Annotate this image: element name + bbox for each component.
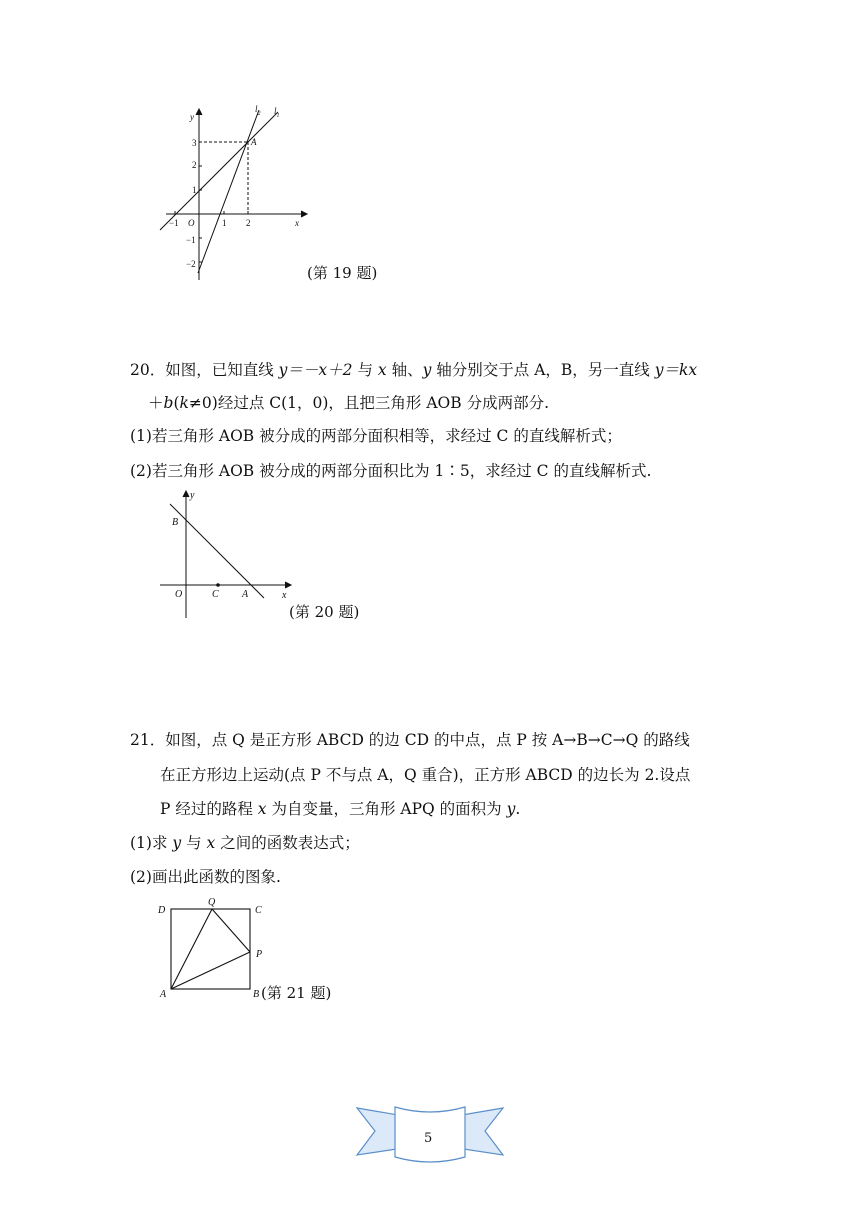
q21-number: 21． [130, 731, 166, 749]
figure-19 [150, 100, 320, 280]
origin-label: O [175, 589, 183, 600]
q21-stem-line3: P 经过的路程 x 为自变量，三角形 APQ 的面积为 y. [160, 800, 521, 818]
point-c [216, 583, 220, 587]
y-tick-label: 1 [192, 185, 197, 195]
point-a-label: A [160, 989, 167, 1000]
point-p-label: P [256, 949, 263, 960]
line-l2-label: $l_2$ [255, 104, 261, 117]
x-tick-label: −1 [169, 218, 179, 228]
y-axis-label: y [190, 490, 195, 501]
q20-number: 20． [130, 361, 166, 379]
x-tick-label: 1 [222, 218, 227, 228]
q20-part1: (1)若三角形 AOB 被分成的两部分面积相等，求经过 C 的直线解析式； [130, 427, 622, 445]
point-c-label: C [212, 589, 219, 600]
line-l2 [198, 110, 259, 273]
y-tick-label: −1 [186, 235, 196, 245]
figure-19-caption: (第 19 题) [307, 264, 378, 282]
y-axis-label: y [190, 112, 194, 122]
line-l1-label: $l_1$ [274, 106, 280, 119]
point-a-label: A [242, 589, 249, 600]
point-q-label: Q [208, 897, 216, 908]
q21-stem-line2: 在正方形边上运动(点 P 不与点 A，Q 重合)，正方形 ABCD 的边长为 2.设点 [160, 766, 691, 784]
figure-20 [155, 488, 300, 623]
origin-label: O [188, 218, 195, 228]
q20-stem-line2: ＋b(k≠0)经过点 C(1，0)，且把三角形 AOB 分成两部分. [148, 394, 549, 412]
segment-ap [171, 952, 250, 989]
q20-part2: (2)若三角形 AOB 被分成的两部分面积比为 1∶5，求经过 C 的直线解析式. [130, 462, 652, 480]
q21-stem-line1: 21．如图，点 Q 是正方形 ABCD 的边 CD 的中点，点 P 按 A→B→C→Q 的路线 [130, 731, 690, 749]
y-tick-label: 2 [192, 160, 197, 170]
y-axis-arrow [196, 109, 202, 115]
square-abcd [171, 909, 250, 989]
point-c-label: C [255, 905, 262, 916]
q21-part1: (1)求 y 与 x 之间的函数表达式； [130, 834, 360, 852]
q21-part2: (2)画出此函数的图象. [130, 868, 281, 886]
x-axis-label: x [282, 590, 287, 601]
point-b-label: B [253, 989, 260, 1000]
segment-qp [212, 909, 250, 952]
figure-21-caption: (第 21 题) [261, 984, 332, 1002]
x-tick-label: 2 [246, 218, 251, 228]
point-d-label: D [158, 905, 166, 916]
y-tick-label: −2 [186, 259, 196, 269]
figure-20-caption: (第 20 题) [289, 603, 360, 621]
y-tick-label: 3 [192, 138, 197, 148]
line-l1 [160, 112, 278, 230]
figure-21 [155, 895, 270, 1000]
point-b-label: B [172, 517, 179, 528]
x-axis-arrow [301, 211, 307, 217]
point-a-label: A [251, 137, 257, 147]
q20-stem-line1: 20．如图，已知直线 y＝－x＋2 与 x 轴、y 轴分别交于点 A，B，另一直线 y＝kx [130, 361, 698, 379]
y-axis-arrow [183, 491, 189, 497]
page-number: 5 [424, 1131, 433, 1146]
x-axis-arrow [285, 582, 291, 588]
x-axis-label: x [295, 218, 299, 228]
segment-aq [171, 909, 212, 989]
